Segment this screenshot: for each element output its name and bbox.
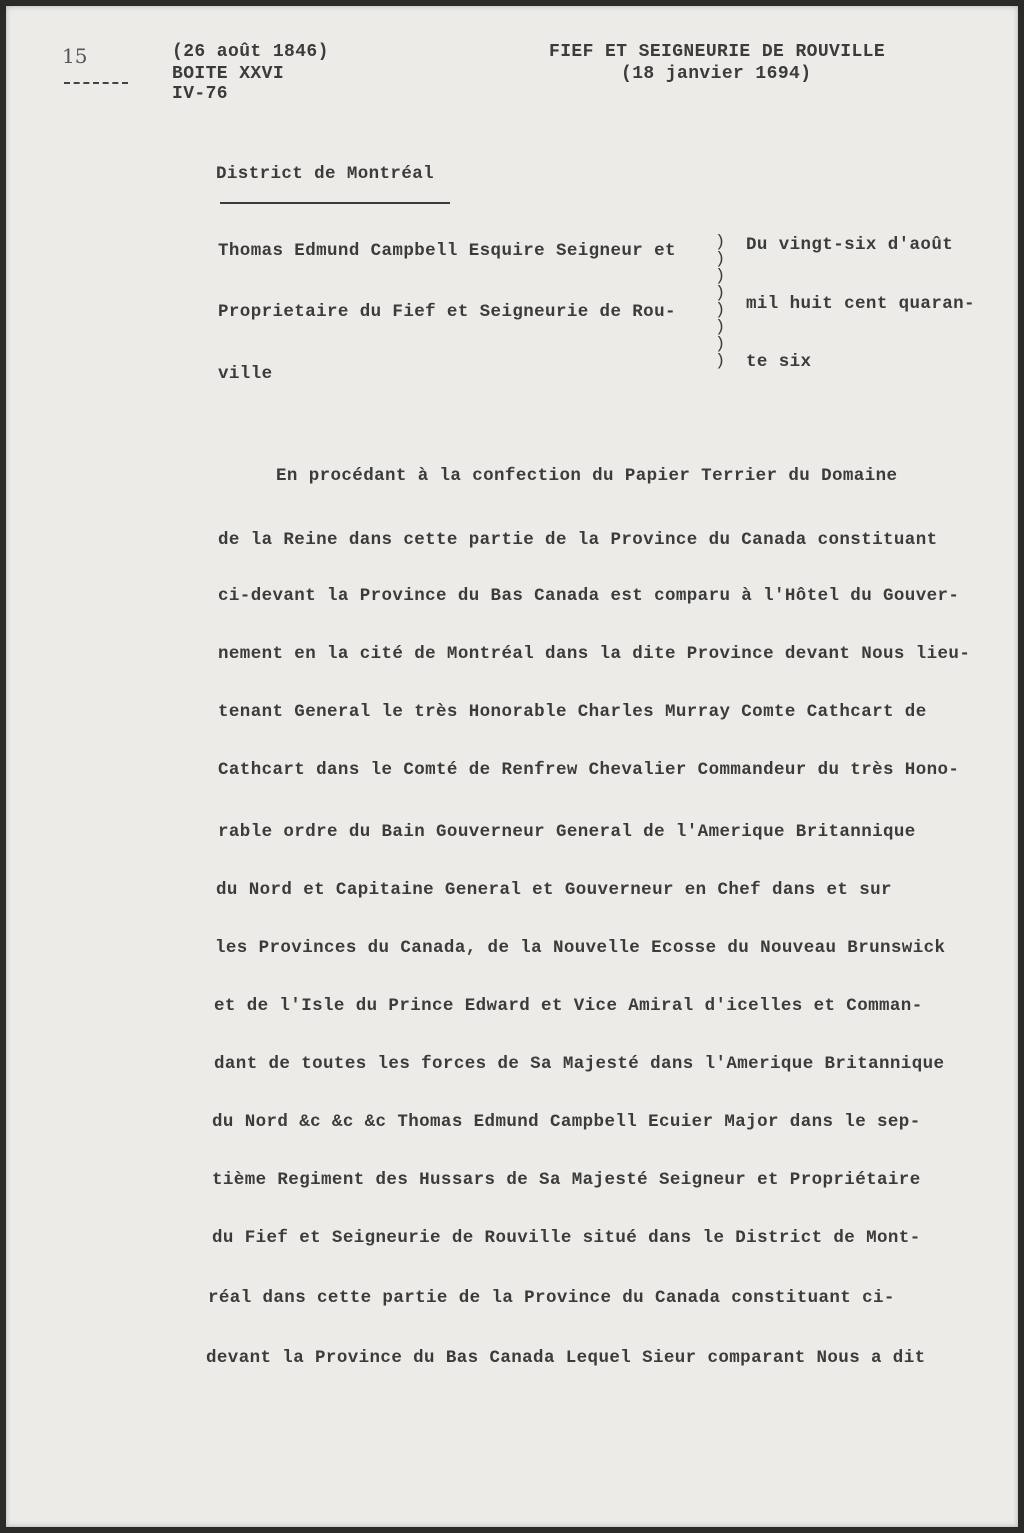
- date-line-2: mil huit cent quaran-: [746, 294, 975, 314]
- header-original-date: (18 janvier 1694): [621, 64, 812, 84]
- document-page: [6, 6, 1018, 1527]
- body-line-13: tième Regiment des Hussars de Sa Majesté Seigneur et Propriétaire: [212, 1170, 921, 1190]
- party-line-1: Thomas Edmund Campbell Esquire Seigneur et: [218, 241, 676, 261]
- bracket-column: ) ) ) ) ) ) ) ): [715, 233, 726, 371]
- header-title: FIEF ET SEIGNEURIE DE ROUVILLE: [549, 42, 886, 62]
- header-date: (26 août 1846): [172, 42, 329, 62]
- page-number-note: 15: [62, 44, 88, 68]
- district-heading: District de Montréal: [216, 164, 435, 184]
- header-ref: IV-76: [172, 84, 229, 104]
- header-box: BOITE XXVI: [172, 64, 285, 84]
- party-line-2: Proprietaire du Fief et Seigneurie de Rou-: [218, 302, 676, 322]
- body-line-11: dant de toutes les forces de Sa Majesté dans l'Amerique Britannique: [214, 1054, 945, 1074]
- body-line-6: Cathcart dans le Comté de Renfrew Chevalier Commandeur du très Hono-: [218, 760, 960, 780]
- body-line-5: tenant General le très Honorable Charles Murray Comte Cathcart de: [218, 702, 927, 722]
- body-line-3: ci-devant la Province du Bas Canada est comparu à l'Hôtel du Gouver-: [218, 586, 960, 606]
- body-line-9: les Provinces du Canada, de la Nouvelle Ecosse du Nouveau Brunswick: [215, 938, 946, 958]
- body-line-4: nement en la cité de Montréal dans la dite Province devant Nous lieu-: [218, 644, 971, 664]
- body-line-8: du Nord et Capitaine General et Gouverneur en Chef dans et sur: [216, 880, 892, 900]
- body-line-1: En procédant à la confection du Papier Terrier du Domaine: [276, 466, 898, 486]
- body-line-16: devant la Province du Bas Canada Lequel Sieur comparant Nous a dit: [206, 1348, 926, 1368]
- district-underline: [220, 202, 450, 204]
- date-line-1: Du vingt-six d'août: [746, 235, 954, 255]
- party-line-3: ville: [218, 364, 273, 384]
- body-line-15: réal dans cette partie de la Province du Canada constituant ci-: [208, 1288, 895, 1308]
- body-line-10: et de l'Isle du Prince Edward et Vice Amiral d'icelles et Comman-: [214, 996, 923, 1016]
- body-line-12: du Nord &c &c &c Thomas Edmund Campbell Ecuier Major dans le sep-: [212, 1112, 921, 1132]
- date-line-3: te six: [746, 352, 812, 372]
- body-line-14: du Fief et Seigneurie de Rouville situé dans le District de Mont-: [212, 1228, 921, 1248]
- body-line-2: de la Reine dans cette partie de la Province du Canada constituant: [218, 530, 938, 550]
- body-line-7: rable ordre du Bain Gouverneur General de l'Amerique Britannique: [218, 822, 916, 842]
- margin-dash: [64, 82, 128, 84]
